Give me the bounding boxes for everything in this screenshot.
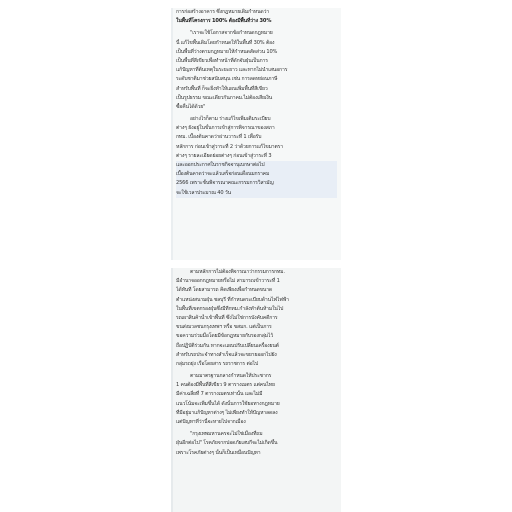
article-text-line: ระดับชาติมาช่วยสนับสนุน เช่น การลดหย่อนภาษี xyxy=(176,76,278,83)
article-clip-top xyxy=(171,8,341,260)
article-text-line: หลักการ ก่อนเข้าสู่วาระที่ 2 ว่าด้วยการแก้ไขมาตรา xyxy=(176,143,283,150)
article-text-line: มีค่าเฉลี่ยที่ 7 ตารางเมตรเท่านั้น และไม่มี xyxy=(176,391,263,398)
article-text-line: อย่างไรก็ตาม ร่างแก้ไขเพิ่มเติมระเบียบ xyxy=(190,116,271,123)
article-text-line: แนวโน้มจะเพิ่มขึ้นได้ ดังนั้นการใช้ยอทางกฎหมาย xyxy=(176,400,280,407)
article-text-line: นี้ แก้ไขพื้นเดิมโดยกำหนดให้ในพื้นที่ 30% ต้อง xyxy=(176,39,275,46)
article-text-line: 1 คนต้องมีพื้นที่สีเขียว 9 ตารางเมตร แต่คนไทย xyxy=(176,382,275,389)
article-text-line: "กรุงเทพมหานครจะไม่ใช่เมืองที่ถม xyxy=(190,431,263,438)
article-text-line: จะใช้เวลาประมาณ 40 วัน xyxy=(176,189,337,198)
article-text-line: ฝุ่นอีกต่อไป" โรคภัยจากปอดภัยเสบกีจะไม่เกิดขึ้น xyxy=(176,440,278,447)
article-text-line: ต่างๆ ยังอยู่ในขั้นการเข้าสู่การพิจารณาของสภา xyxy=(176,125,275,132)
article-text-line: สำหรับพื้นที่ ก็จะยิ่งทำให้แผนเพิ่มพื้นที่สีเขียว xyxy=(176,85,268,92)
article-text-line: กลุ่มรถยุ่ง เรือโดยสาร รถราชการ ต่อไป xyxy=(176,360,259,367)
article-text-line: การก่อสร้างอาคาร ซึ่งกฎหมายเดิมกำหนดว่า xyxy=(176,9,269,15)
article-text-line: สำหรับรถประจำทางสำเร็จแล้วจะขยายออกไปยัง xyxy=(176,351,277,358)
article-text-line: รถเผาสินค้าน้ำเข้าพื้นที่ ซึ่งไม่ใช่การบังคับคดีการ xyxy=(176,314,278,321)
article-text-line: เป็นรูปธรรม ขณะเดียวกันภาคม.ไม่ต้องเสียเงิน xyxy=(176,94,273,101)
article-clip-bottom xyxy=(171,268,341,512)
article-text-line: ซื้อคืนได้ด้วย" xyxy=(176,103,206,110)
article-text-line: และออกประกาศในราชกิจจานุเบกษาต่อไป xyxy=(176,161,337,170)
article-text-line: ตำแหน่งสนามฝุ่น ชลบุรี ที่กำหนดระเบียบด้านไฟไฟฟ้า xyxy=(176,296,289,303)
article-text-line: เพราะโรคภัยต่างๆ นั้นก็เป็นเหมือนปัญหา xyxy=(176,449,261,456)
article-text-line: ในพื้นที่เขตกรองฝุ่นซึ่งมีทีกทม.กำลังทำต้นห้ามในไป xyxy=(176,305,284,312)
article-text-line: ตามหลักการไม่ต้องพิจารณาว่ากรรมการกทม. xyxy=(190,269,285,275)
article-text-line: แต่ปัญหาที่ว่านี้จะหายไปจากเมือง xyxy=(176,419,246,425)
article-text-line: "เราจะใช้โอกาสจากข้อกำหนดกฎหมาย xyxy=(190,30,273,37)
article-text-line: ในพื้นที่โครงการ 100% ต้องมีพื้นที่ว่าง 30% xyxy=(176,18,272,25)
article-text-line: เป็นพื้นที่สีเขียวเพื่อทำหน้าที่ดักจับฝุ่นเป็นการ xyxy=(176,57,268,64)
article-text-line: แก้ปัญหาที่ต้นเหตุในระยะยาว และหากไม่นำเสนอการ xyxy=(176,67,288,74)
article-text-line: กทม. เบื้องต้นคาดว่าผ่านวาระที่ 1 เพื่อรับ xyxy=(176,134,262,141)
article-text-line: 2566 เพราะชั้นพิจารณาคณะกรรมการวิสามัญ xyxy=(176,179,337,188)
article-text-line: เบื้องต้นคาดว่าจะแล้วเสร็จก่อนเดือนมกราคม xyxy=(176,170,337,179)
article-text-line: ได้ทันที โดยสามารถ คิดเพียงเพื่อกำหนดขนาด xyxy=(176,287,273,294)
article-text-line: ต่างๆ รายละเอียดย่อยต่างๆ ก่อนเข้าสู่วาระที่ 3 xyxy=(176,152,272,159)
article-text-line: ที่มีอยู่มาแก้ปัญหาต่างๆ ไม่เพียงทำให้ปัญหาลดลง xyxy=(176,409,278,416)
article-text-line: ขอความร่วมมือโดยมีข้อกฎหมายกับรองกลุ่มไว้ xyxy=(176,333,274,340)
article-text-line: ขนส่งมวลชนกรุงเทพฯ หรือ ขสมก. แต่เป็นการ xyxy=(176,324,272,331)
article-text-line: เป็นพื้นที่ว่างตามกฎหมายให้กำหนดสัดส่วน 10% xyxy=(176,48,278,55)
article-text-line: ถือปฏิบัติร่วมกัน หากจะแผนปรับเปลี่ยนเครื่องยนต์ xyxy=(176,342,279,349)
newspaper-page xyxy=(171,0,341,512)
article-text-line: ตามมาตรฐานกลางกำหนดให้ประชากร xyxy=(190,373,272,380)
article-text-line: มีอำนาจออกกฎหมายหรือไม่ สามารถเข้าวาระที่ 1 xyxy=(176,278,280,285)
